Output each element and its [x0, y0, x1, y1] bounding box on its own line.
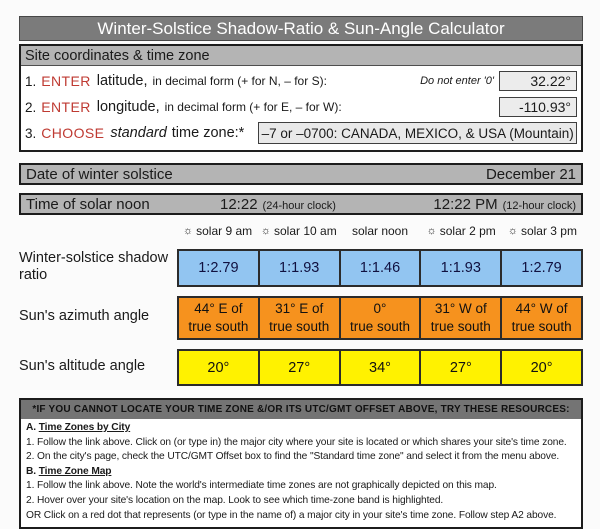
- resource-b-step-or: OR Click on a red dot that represents (or type in the name of) a major city in your site's time zone. Follow step A2 above.: [26, 509, 557, 521]
- azimuth-reference: true south: [269, 319, 330, 334]
- altitude-row-label: Sun's altitude angle: [19, 357, 146, 374]
- timezone-description: time zone:*: [171, 125, 245, 141]
- sun-icon: ☼: [507, 224, 518, 237]
- time-zone-map-link[interactable]: Time Zone Map: [38, 465, 112, 477]
- latitude-warning-note: Do not enter '0': [420, 75, 494, 87]
- azimuth-cell: [260, 298, 341, 338]
- sun-icon: ☼: [426, 224, 437, 237]
- table-header-row: [19, 222, 583, 240]
- column-header-label: solar 2 pm: [439, 224, 496, 238]
- altitude-cell: 34°: [341, 351, 422, 384]
- altitude-cell: 27°: [260, 351, 341, 384]
- shadow-ratio-row: [19, 247, 583, 287]
- timezone-row: [25, 120, 577, 146]
- azimuth-reference: true south: [511, 319, 572, 334]
- altitude-cell: 20°: [179, 351, 260, 384]
- resource-b-prefix: B.: [26, 465, 36, 477]
- longitude-step-number: 2.: [25, 99, 37, 115]
- azimuth-cell: [502, 298, 581, 338]
- azimuth-cell: [179, 298, 260, 338]
- azimuth-reference: true south: [430, 319, 491, 334]
- winter-solstice-date-bar: [19, 163, 583, 185]
- sun-icon: ☼: [183, 224, 194, 237]
- resource-a-step-2: 2. On the city's page, check the UTC/GMT Offset box to find the "Standard time zone" and select it from the menu above.: [26, 451, 560, 463]
- resource-a-prefix: A.: [26, 422, 36, 433]
- altitude-cell: 27°: [421, 351, 502, 384]
- altitude-cell: 20°: [502, 351, 581, 384]
- shadow-ratio-cell: 1:2.79: [179, 251, 260, 285]
- column-header-solar-3pm: [502, 222, 583, 240]
- resources-header: *IF YOU CANNOT LOCATE YOUR TIME ZONE &/OR ITS UTC/GMT OFFSET ABOVE, TRY THESE RESOURCES:: [21, 400, 581, 419]
- altitude-cells: [177, 349, 583, 386]
- shadow-ratio-cells: [177, 249, 583, 287]
- column-header-solar-9am: [177, 222, 258, 240]
- column-header-label: solar noon: [351, 224, 409, 238]
- resource-a-title: [26, 421, 576, 436]
- timezone-step-number: 3.: [25, 125, 37, 141]
- longitude-field-label: longitude,: [96, 99, 160, 115]
- shadow-ratio-cell: 1:2.79: [502, 251, 581, 285]
- azimuth-cell: [341, 298, 422, 338]
- azimuth-degrees: 31° W of: [434, 301, 487, 317]
- results-table: [19, 222, 583, 386]
- azimuth-degrees: 0°: [373, 301, 387, 317]
- latitude-field-label: latitude,: [96, 73, 148, 89]
- site-section-header: Site coordinates & time zone: [21, 46, 581, 66]
- longitude-input[interactable]: -110.93°: [499, 97, 577, 117]
- resource-b-step-2: 2. Hover over your site's location on the map. Look to see which time-zone band is highlighted.: [26, 494, 444, 506]
- latitude-step-number: 1.: [25, 73, 37, 89]
- latitude-row: [25, 68, 577, 94]
- solar-noon-time-12: 12:22 PM: [433, 195, 498, 213]
- longitude-description: in decimal form (+ for E, – for W):: [164, 100, 342, 114]
- azimuth-degrees: 31° E of: [275, 301, 324, 317]
- date-value: December 21: [485, 165, 576, 183]
- column-header-solar-10am: [258, 222, 339, 240]
- azimuth-reference: true south: [188, 319, 249, 334]
- timezone-resources-section: [19, 398, 583, 529]
- azimuth-cell: [421, 298, 502, 338]
- resource-b-title: [26, 465, 576, 480]
- resource-a-step-1: 1. Follow the link above. Click on (or type in) the major city where your site is located or which shares your site's time zone.: [26, 436, 567, 448]
- longitude-enter-label: ENTER: [41, 99, 91, 115]
- column-header-label: solar 9 am: [196, 224, 253, 238]
- time-zones-by-city-link[interactable]: Time Zones by City: [38, 422, 131, 433]
- column-header-label: solar 3 pm: [520, 224, 577, 238]
- column-header-label: solar 10 am: [274, 224, 337, 238]
- azimuth-row: [19, 294, 583, 340]
- latitude-input[interactable]: 32.22°: [499, 71, 577, 91]
- azimuth-cells: [177, 296, 583, 340]
- date-label: Date of winter solstice: [26, 165, 173, 183]
- column-header-solar-2pm: [421, 222, 502, 240]
- timezone-standard-label: standard: [110, 125, 167, 141]
- solar-noon-12h-group: [433, 196, 576, 213]
- clock-24-note: (24-hour clock): [262, 199, 336, 212]
- latitude-description: in decimal form (+ for N, – for S):: [152, 74, 327, 88]
- longitude-row: [25, 94, 577, 120]
- azimuth-degrees: 44° E of: [194, 301, 243, 317]
- solar-noon-24h-group: [220, 196, 336, 213]
- azimuth-degrees: 44° W of: [515, 301, 568, 317]
- clock-12-note: (12-hour clock): [502, 199, 576, 212]
- site-section-body: [21, 66, 581, 150]
- shadow-ratio-cell: 1:1.93: [260, 251, 341, 285]
- azimuth-row-label: Sun's azimuth angle: [19, 308, 150, 325]
- sun-icon: ☼: [260, 224, 271, 237]
- solar-noon-time-bar: [19, 193, 583, 215]
- shadow-ratio-cell: 1:1.46: [341, 251, 422, 285]
- shadow-ratio-row-label: Winter-solstice shadow ratio: [19, 249, 169, 283]
- shadow-ratio-cell: 1:1.93: [421, 251, 502, 285]
- altitude-row: [19, 347, 583, 386]
- resources-body: [21, 419, 581, 527]
- latitude-enter-label: ENTER: [41, 73, 91, 89]
- timezone-choose-label: CHOOSE: [41, 125, 105, 141]
- resource-b-step-1: 1. Follow the link above. Note the world's intermediate time zones are not graphically depicted on this map.: [26, 480, 497, 492]
- column-header-solar-noon: [339, 222, 420, 240]
- azimuth-reference: true south: [349, 319, 411, 334]
- solar-noon-time-24: 12:22: [220, 195, 258, 213]
- table-header-spacer: [19, 222, 177, 240]
- timezone-select[interactable]: –7 or –0700: CANADA, MEXICO, & USA (Mountain): [258, 122, 577, 144]
- site-coordinates-section: [19, 44, 583, 152]
- page-title: Winter-Solstice Shadow-Ratio & Sun-Angle Calculator: [19, 16, 583, 41]
- calculator-page: [19, 16, 583, 529]
- solar-noon-label: Time of solar noon: [26, 195, 150, 213]
- column-headers: [177, 222, 583, 240]
